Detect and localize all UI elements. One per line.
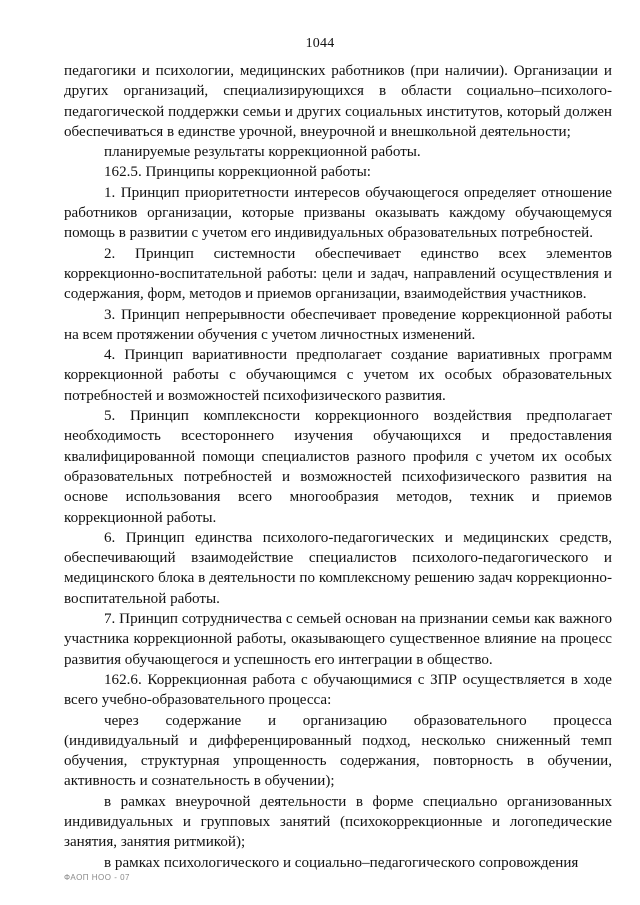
section-162-6: 162.6. Коррекционная работа с обучающимися с ЗПР осуществляется в ходе всего учебно-образовательного процесса:: [64, 671, 612, 709]
paragraph-continuation: педагогики и психологии, медицинских работников (при наличии). Организации и других организаций, специализирующихся в области социально–психолого-педагогической поддержки семьи и других социальных институтов, который должен обеспечиваться в единстве урочной, внеурочной и внешкольной деятельности;: [64, 63, 612, 140]
list-item-psychological-support: в рамках психологического и социально–педагогического сопровождения: [104, 854, 579, 871]
principle-5: 5. Принцип комплексности коррекционного воздействия предполагает необходимость всестороннего изучения обучающихся и предоставления квалифицированной помощи специалистов разного профиля с учетом их особых образовательных потребностей и возможностей психофизического развития на основе использования всего многообразия методов, техник и приемов коррекционной работы.: [64, 408, 612, 526]
section-heading-162-5: 162.5. Принципы коррекционной работы:: [104, 164, 371, 181]
document-body: [64, 61, 612, 873]
footer-document-mark: ФАОП НОО - 07: [64, 873, 130, 882]
principle-2: 2. Принцип системности обеспечивает единство всех элементов коррекционно-воспитательной работы: цели и задач, направлений осуществления и содержания, форм, методов и приемов организации, взаимодействия участников.: [64, 245, 612, 303]
principle-4: 4. Принцип вариативности предполагает создание вариативных программ коррекционной работы с обучающимся с учетом их особых образовательных потребностей и возможностей психофизического развития.: [64, 347, 612, 404]
principle-6: 6. Принцип единства психолого-педагогических и медицинских средств, обеспечивающий взаимодействие специалистов психолого-педагогического и медицинского блока в деятельности по комплексному решению задач коррекционно-воспитательной работы.: [64, 529, 612, 607]
principle-3: 3. Принцип непрерывности обеспечивает проведение коррекционной работы на всем протяжении обучения с учетом личностных изменений.: [64, 306, 612, 343]
page-number: 1044: [305, 36, 335, 51]
list-item-extracurricular: в рамках внеурочной деятельности в форме специально организованных индивидуальных и групповых занятий (психокоррекционные и логопедические занятия, занятия ритмикой);: [64, 793, 612, 851]
principle-7: 7. Принцип сотрудничества с семьей основан на признании семьи как важного участника коррекционной работы, оказывающего существенное влияние на процесс развития обучающегося и успешность его интеграции в общество.: [64, 611, 612, 668]
paragraph-planned-results: планируемые результаты коррекционной работы.: [104, 144, 421, 161]
list-item-content: через содержание и организацию образовательного процесса (индивидуальный и дифференцированный подход, несколько сниженный темп обучения, структурная упрощенность содержания, повторность в обучении, активность и сознательность в обучении);: [64, 712, 612, 790]
principle-1: 1. Принцип приоритетности интересов обучающегося определяет отношение работников организации, которые призваны оказывать каждому обучающемуся помощь в развитии с учетом его индивидуальных образовательных потребностей.: [64, 184, 612, 242]
